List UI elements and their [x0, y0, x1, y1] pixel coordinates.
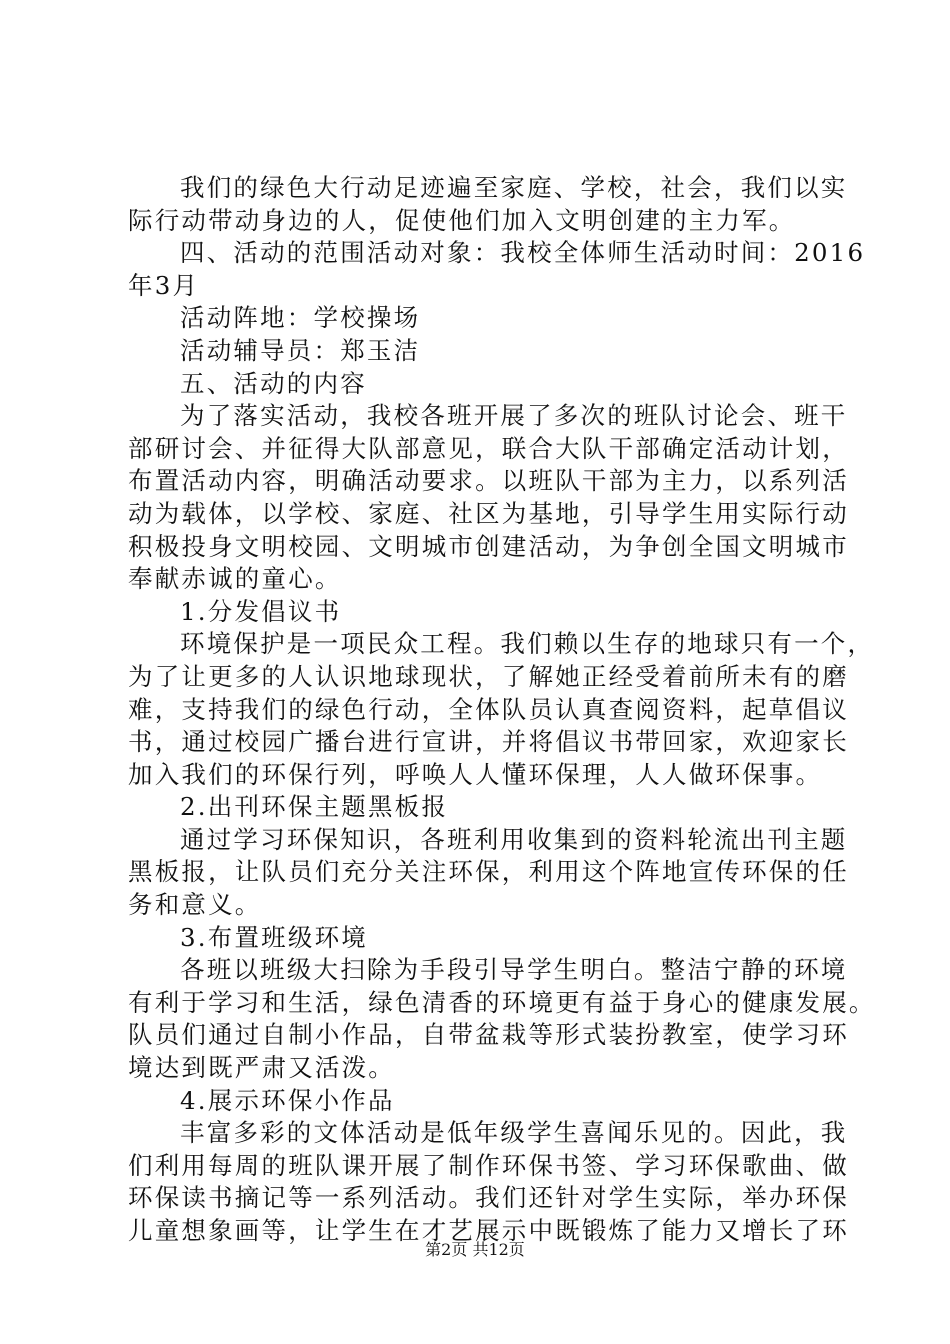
paragraph-line: 有利于学习和生活，绿色清香的环境更有益于身心的健康发展。 [128, 987, 876, 1017]
paragraph-line: 为了落实活动，我校各班开展了多次的班队讨论会、班干 [180, 401, 848, 431]
paragraph-line: 际行动带动身边的人，促使他们加入文明创建的主力军。 [128, 205, 796, 235]
paragraph-line: 难，支持我们的绿色行动，全体队员认真查阅资料，起草倡议 [128, 694, 849, 724]
paragraph-line: 年3月 [128, 270, 200, 300]
subsection-heading: 2.出刊环保主题黑板报 [180, 792, 449, 822]
paragraph-line: 们利用每周的班队课开展了制作环保书签、学习环保歌曲、做 [128, 1150, 849, 1180]
paragraph-line: 丰富多彩的文体活动是低年级学生喜闻乐见的。因此，我 [180, 1118, 848, 1148]
subsection-heading: 1.分发倡议书 [180, 596, 342, 626]
paragraph-line: 部研讨会、并征得大队部意见，联合大队干部确定活动计划， [128, 433, 849, 463]
paragraph-line: 务和意义。 [128, 890, 262, 920]
subsection-heading: 3.布置班级环境 [180, 922, 368, 952]
paragraph-line: 队员们通过自制小作品，自带盆栽等形式装扮教室，使学习环 [128, 1020, 849, 1050]
section-heading-line: 四、活动的范围活动对象：我校全体师生活动时间：2016 [180, 238, 866, 268]
paragraph-line: 积极投身文明校园、文明城市创建活动，为争创全国文明城市 [128, 531, 849, 561]
document-body [128, 172, 876, 1248]
paragraph-line: 动为载体，以学校、家庭、社区为基地，引导学生用实际行动 [128, 498, 849, 528]
paragraph-line: 各班以班级大扫除为手段引导学生明白。整洁宁静的环境 [180, 955, 848, 985]
paragraph-line: 布置活动内容，明确活动要求。以班队干部为主力，以系列活 [128, 466, 849, 496]
section-heading: 五、活动的内容 [180, 368, 367, 398]
paragraph-line: 加入我们的环保行列，呼唤人人懂环保理，人人做环保事。 [128, 759, 823, 789]
paragraph-line: 环保读书摘记等一系列活动。我们还针对学生实际，举办环保 [128, 1183, 849, 1213]
subsection-heading: 4.展示环保小作品 [180, 1085, 395, 1115]
paragraph-line: 活动阵地：学校操场 [180, 303, 421, 333]
paragraph-line: 活动辅导员：郑玉洁 [180, 335, 421, 365]
page-footer: 第2页 共12页 [425, 1240, 525, 1259]
paragraph-line: 我们的绿色大行动足迹遍至家庭、学校，社会，我们以实 [180, 173, 848, 202]
paragraph-line: 儿童想象画等，让学生在才艺展示中既锻炼了能力又增长了环 [128, 1216, 849, 1245]
paragraph-line: 黑板报，让队员们充分关注环保，利用这个阵地宣传环保的任 [128, 857, 849, 887]
paragraph-line: 奉献赤诚的童心。 [128, 564, 342, 594]
paragraph-line: 通过学习环保知识，各班利用收集到的资料轮流出刊主题 [180, 824, 848, 854]
paragraph-line: 为了让更多的人认识地球现状，了解她正经受着前所未有的磨 [128, 661, 849, 691]
paragraph-line: 环境保护是一项民众工程。我们赖以生存的地球只有一个， [180, 629, 875, 659]
paragraph-line: 境达到既严肃又活泼。 [128, 1053, 395, 1083]
paragraph-line: 书，通过校园广播台进行宣讲，并将倡议书带回家，欢迎家长 [128, 727, 849, 757]
